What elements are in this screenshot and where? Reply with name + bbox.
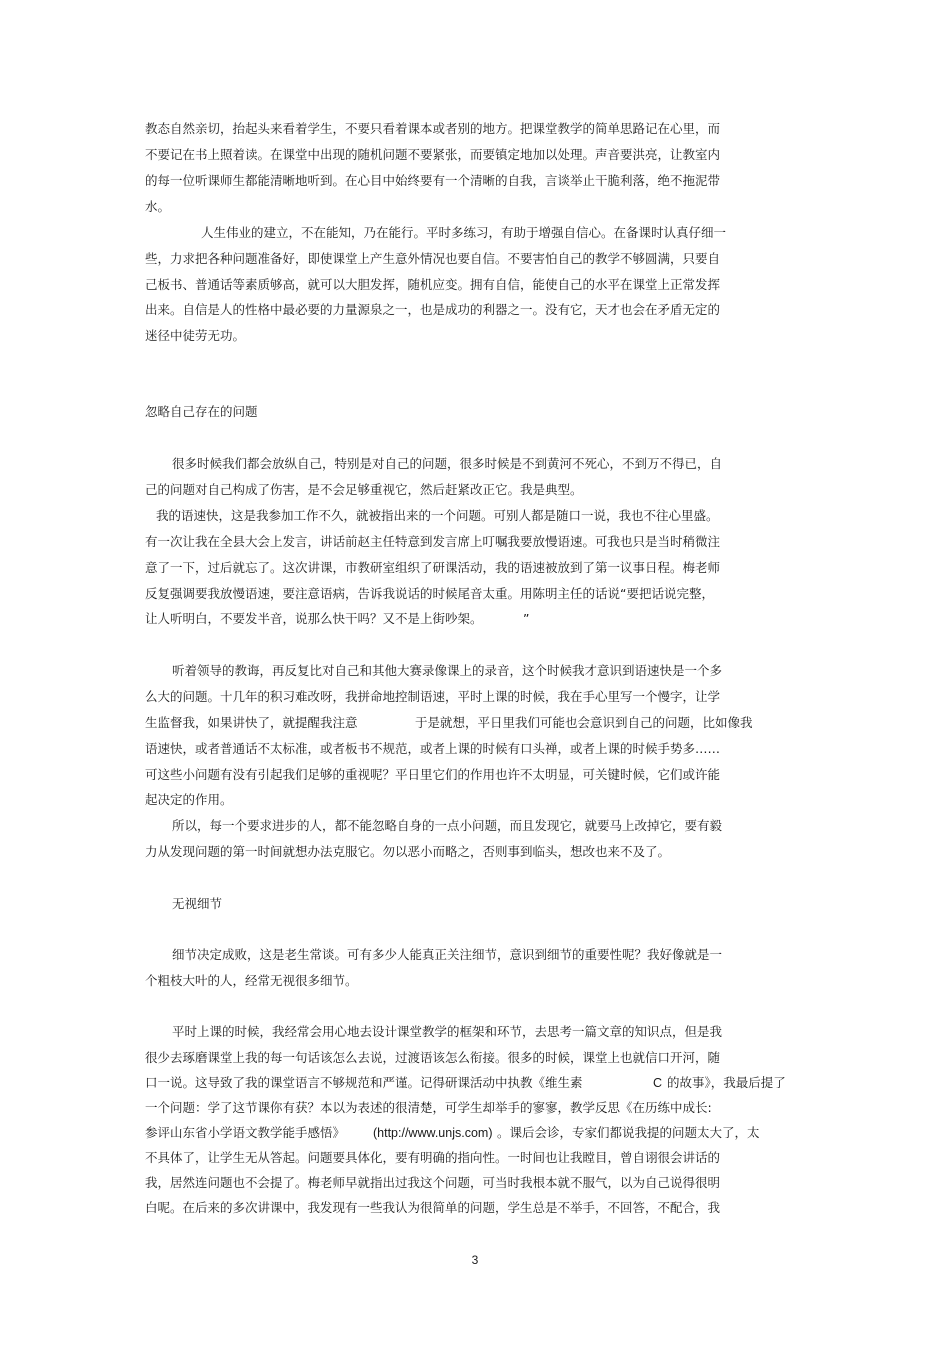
text-line: 生监督我，如果讲快了，就提醒我注意 <box>145 715 358 730</box>
text-fragment: 的故事》，我最后提了 <box>667 1075 786 1090</box>
text-line: 力从发现问题的第一时间就想办法克服它。勿以恶小而略之，否则事到临头，想改也来不及了。 <box>145 844 671 859</box>
text-line: 很多时候我们都会放纵自己，特别是对自己的问题，很多时候是不到黄河不死心，不到万不得已，自 <box>172 456 723 471</box>
text-line: 很少去琢磨课堂上我的每一句话该怎么去说，过渡语该怎么衔接。很多的时候，课堂上也就信口开河，随 <box>145 1050 721 1065</box>
text-line: 迷径中徒劳无功。 <box>145 328 246 343</box>
text-line: 我，居然连问题也不会提了。梅老师早就指出过我这个问题，可当时我根本就不服气，以为自己说得很明 <box>145 1175 721 1190</box>
text-fragment: 于是就想，平日里我们可能也会意识到自己的问题，比如像我 <box>415 715 753 730</box>
section-heading: 无视细节 <box>172 896 223 911</box>
text-line: 听着领导的教诲，再反复比对自己和其他大赛录像课上的录音，这个时候我才意识到语速快是一个多 <box>172 663 723 678</box>
text-line: 一个问题：学了这节课你有获？本以为表述的很清楚，可学生却举手的寥寥，教学反思《在历练中成长: <box>145 1100 712 1115</box>
text-line: 教态自然亲切，抬起头来看着学生，不要只看着课本或者别的地方。把课堂教学的简单思路记在心里，而 <box>145 121 721 136</box>
text-line: 参评山东省小学语文教学能手感悟》 <box>145 1125 346 1140</box>
text-line: 么大的问题。十几年的积习难改呀，我拼命地控制语速，平时上课的时候，我在手心里写一个慢字，让学 <box>145 689 721 704</box>
text-line: 不要记在书上照着读。在课堂中出现的随机问题不要紧张，而要镇定地加以处理。声音要洪亮，让教室内 <box>145 147 721 162</box>
text-line: 细节决定成败，这是老生常谈。可有多少人能真正关注细节，意识到细节的重要性呢？我好像就是一 <box>172 947 723 962</box>
text-line: 反复强调要我放慢语速，要注意语病，告诉我说话的时候尾音太重。用陈明主任的话说“要把话说完整， <box>145 586 714 601</box>
text-line: 意了一下，过后就忘了。这次讲课，市教研室组织了研课活动，我的语速被放到了第一议事日程。梅老师 <box>145 560 721 575</box>
page-number: 3 <box>471 1253 479 1267</box>
text-line: 语速快，或者普通话不太标准，或者板书不规范，或者上课的时候有口头禅，或者上课的时候手势多…… <box>145 741 721 756</box>
text-line: 所以，每一个要求进步的人，都不能忽略自身的一点小问题，而且发现它，就要马上改掉它，要有毅 <box>172 818 723 833</box>
text-line: 口一说。这导致了我的课堂语言不够规范和严谨。记得研课活动中执教《维生素 <box>145 1075 583 1090</box>
text-line: 不具体了，让学生无从答起。问题要具体化，要有明确的指向性。一时间也让我瞠目，曾自诩很会讲话的 <box>145 1150 721 1165</box>
text-line: 平时上课的时候，我经常会用心地去设计课堂教学的框架和环节，去思考一篇文章的知识点，但是我 <box>172 1024 723 1039</box>
text-line: 可这些小问题有没有引起我们足够的重视呢？平日里它们的作用也许不太明显，可关键时候，它们或许能 <box>145 767 721 782</box>
text-line: 己的问题对自己构成了伤害，是不会足够重视它，然后赶紧改正它。我是典型。 <box>145 482 583 497</box>
text-line: 有一次让我在全县大会上发言，讲话前赵主任特意到发言席上叮嘱我要放慢语速。可我也只是当时稍微注 <box>145 534 721 549</box>
text-line: 我的语速快，这是我参加工作不久，就被指出来的一个问题。可别人都是随口一说，我也不往心里盛。 <box>156 508 719 523</box>
text-line: 白呢。在后来的多次讲课中，我发现有一些我认为很简单的问题，学生总是不举手，不回答，不配合，我 <box>145 1200 721 1215</box>
text-fragment: C <box>653 1076 663 1090</box>
text-line: 出来。自信是人的性格中最必要的力量源泉之一，也是成功的利器之一。没有它，天才也会在矛盾无定的 <box>145 302 721 317</box>
url-text: (http://www.unjs.com) <box>373 1126 493 1140</box>
text-line: 些，力求把各种问题准备好，即使课堂上产生意外情况也要自信。不要害怕自己的教学不够圆满，只要自 <box>145 251 721 266</box>
text-line: 己板书、普通话等素质够高，就可以大胆发挥，随机应变。拥有自信，能使自己的水平在课堂上正常发挥 <box>145 277 721 292</box>
text-fragment: 。课后会诊，专家们都说我提的问题太大了，太 <box>497 1125 760 1140</box>
text-line: 人生伟业的建立，不在能知，乃在能行。平时多练习，有助于增强自信心。在备课时认真仔细一 <box>201 225 727 240</box>
text-fragment: ” <box>523 611 530 626</box>
text-line: 让人听明白，不要发半音，说那么快干吗？又不是上街吵架。 <box>145 611 483 626</box>
text-line: 的每一位听课师生都能清晰地听到。在心目中始终要有一个清晰的自我，言谈举止干脆利落，绝不拖泥带 <box>145 173 721 188</box>
text-line: 个粗枝大叶的人，经常无视很多细节。 <box>145 973 358 988</box>
section-heading: 忽略自己存在的问题 <box>145 404 258 419</box>
text-line: 水。 <box>145 199 171 214</box>
text-line: 起决定的作用。 <box>145 792 233 807</box>
